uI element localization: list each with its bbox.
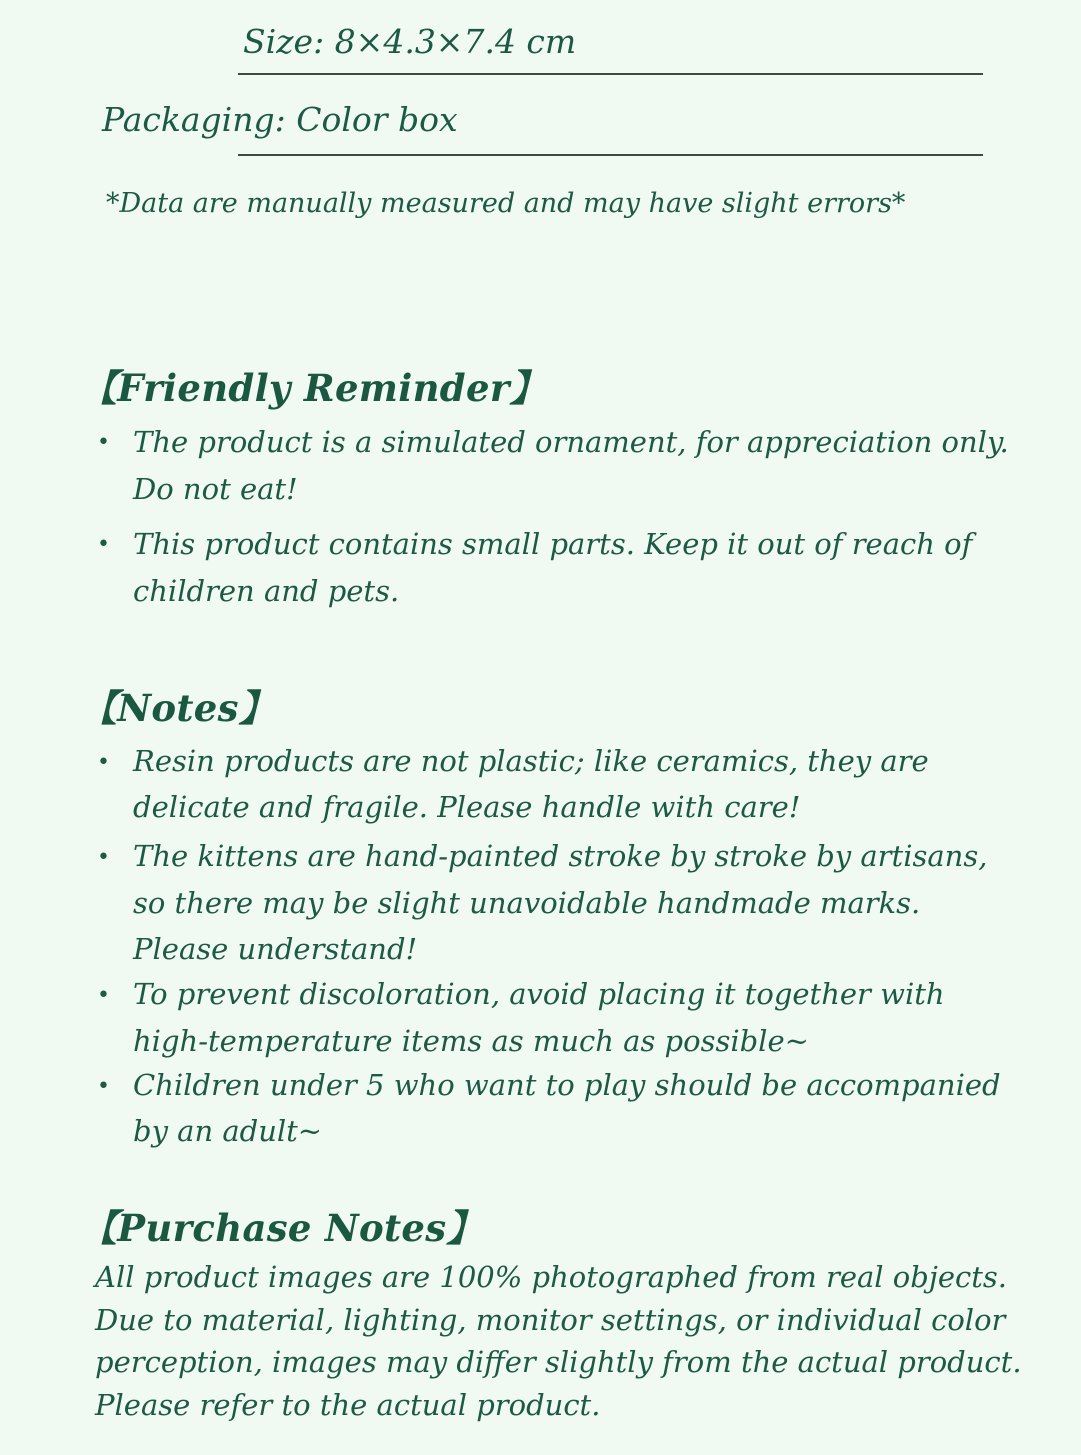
notes-heading: 【Notes】 (80, 686, 277, 730)
packaging-spec: Packaging: Color box (102, 100, 458, 139)
purchase-notes-heading: 【Purchase Notes】 (80, 1206, 484, 1250)
list-item-line: Resin products are not plastic; like ceramics, they are (133, 744, 929, 778)
paragraph-line: Due to material, lighting, monitor settings, or individual color (95, 1303, 1006, 1337)
list-item-line: Please understand! (133, 932, 418, 966)
size-spec: Size: 8×4.3×7.4 cm (243, 22, 577, 61)
list-item-line: Do not eat! (133, 472, 298, 506)
list-item-line: To prevent discoloration, avoid placing it together with (133, 977, 945, 1011)
bullet-icon: • (97, 983, 110, 1008)
paragraph-line: All product images are 100% photographed from real objects. (95, 1260, 1007, 1294)
list-item-line: The kittens are hand-painted stroke by stroke by artisans, (133, 839, 988, 873)
list-item-line: so there may be slight unavoidable handmade marks. (133, 886, 921, 920)
paragraph-line: Please refer to the actual product. (95, 1388, 601, 1422)
paragraph-line: perception, images may differ slightly from the actual product. (95, 1345, 1022, 1379)
bullet-icon: • (97, 1074, 110, 1099)
bullet-icon: • (97, 430, 110, 455)
measurement-disclaimer: *Data are manually measured and may have slight errors* (106, 188, 906, 219)
list-item-line: by an adult~ (133, 1114, 323, 1148)
list-item-line: children and pets. (133, 574, 400, 608)
list-item-line: delicate and fragile. Please handle with care! (133, 790, 801, 824)
divider (238, 73, 983, 75)
bullet-icon: • (97, 532, 110, 557)
list-item-line: Children under 5 who want to play should be accompanied (133, 1068, 1001, 1102)
list-item-line: high-temperature items as much as possible~ (133, 1024, 809, 1058)
list-item-line: The product is a simulated ornament, for appreciation only. (133, 425, 1009, 459)
bullet-icon: • (97, 750, 110, 775)
divider (238, 154, 983, 156)
friendly-reminder-heading: 【Friendly Reminder】 (80, 366, 547, 410)
list-item-line: This product contains small parts. Keep it out of reach of (133, 527, 973, 561)
bullet-icon: • (97, 845, 110, 870)
